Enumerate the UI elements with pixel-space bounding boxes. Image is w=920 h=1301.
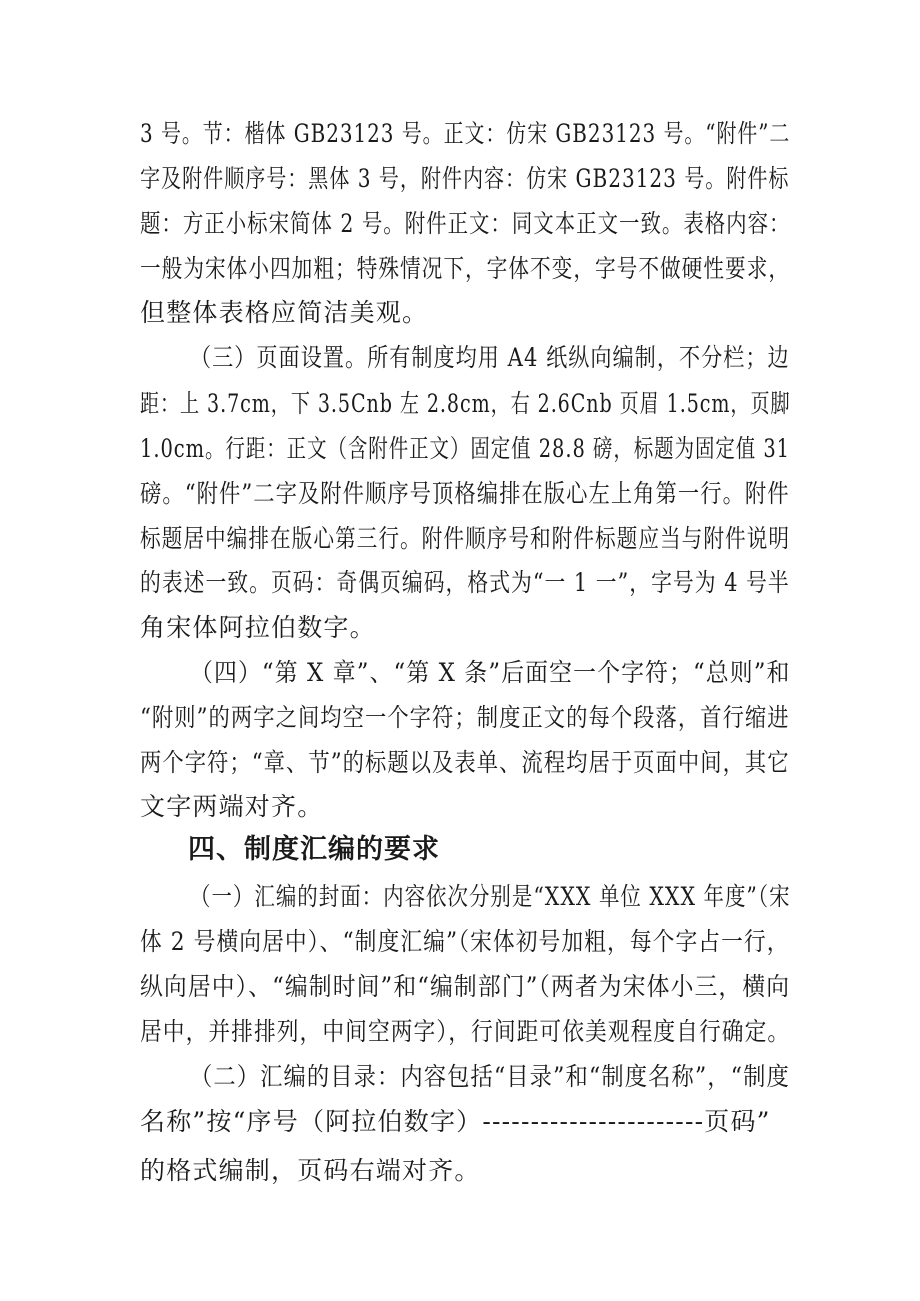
paragraph-line: 两个字符；“章、节”的标题以及表单、流程均居于页面中间，其它 (140, 748, 790, 777)
paragraph-line: 距：上 3.7cm，下 3.5Cnb 左 2.8cm，右 2.6Cnb 页眉 1.5cm，页脚 (140, 389, 791, 418)
paragraph-line: 一般为宋体小四加粗；特殊情况下，字体不变，字号不做硬性要求， (140, 254, 791, 283)
paragraph-line: 字及附件顺序号：黑体 3 号，附件内容：仿宋 GB23123 号。附件标 (140, 164, 790, 193)
section-heading: 四、制度汇编的要求 (188, 834, 440, 865)
paragraph-line: 磅。“附件”二字及附件顺序号顶格编排在版心左上角第一行。附件 (140, 479, 790, 508)
paragraph-line: 居中，并排排列，中间空两字），行间距可依美观程度自行确定。 (140, 1017, 791, 1046)
paragraph-line: 的格式编制，页码右端对齐。 (140, 1156, 481, 1185)
paragraph-line: 标题居中编排在版心第三行。附件顺序号和附件标题应当与附件说明 (140, 524, 791, 553)
paragraph-line: 1.0cm。行距：正文（含附件正文）固定值 28.8 磅，标题为固定值 31 (140, 434, 790, 463)
paragraph-line: （三）页面设置。所有制度均用 A4 纸纵向编制，不分栏；边 (190, 343, 790, 372)
paragraph-line: 角宋体阿拉伯数字。 (140, 613, 376, 642)
paragraph-line: 题：方正小标宋简体 2 号。附件正文：同文本正文一致。表格内容： (140, 209, 791, 238)
paragraph-line: （一）汇编的封面：内容依次分别是“XXX 单位 XXX 年度”（宋 (190, 882, 791, 911)
paragraph-line: “附则”的两字之间均空一个字符；制度正文的每个段落，首行缩进 (140, 703, 790, 732)
paragraph-line: 3 号。节：楷体 GB23123 号。正文：仿宋 GB23123 号。“附件”二 (140, 119, 791, 148)
paragraph-line: 体 2 号横向居中）、“制度汇编”（宋体初号加粗，每个字占一行， (140, 927, 790, 956)
paragraph-line: 文字两端对齐。 (140, 792, 324, 821)
paragraph-line: （二）汇编的目录：内容包括“目录”和“制度名称”，“制度 (190, 1062, 790, 1091)
paragraph-line: 的表述一致。页码：奇偶页编码，格式为“一 1 一”，字号为 4 号半 (140, 568, 790, 597)
paragraph-line: 纵向居中）、“编制时间”和“编制部门”（两者为宋体小三，横向 (140, 972, 791, 1001)
paragraph-line: 但整体表格应简洁美观。 (140, 298, 429, 327)
paragraph-line: （四）“第 X 章”、“第 X 条”后面空一个字符；“总则”和 (190, 658, 791, 687)
paragraph-line: 名称”按“序号（阿拉伯数字）-----------------------页码” (140, 1107, 771, 1136)
